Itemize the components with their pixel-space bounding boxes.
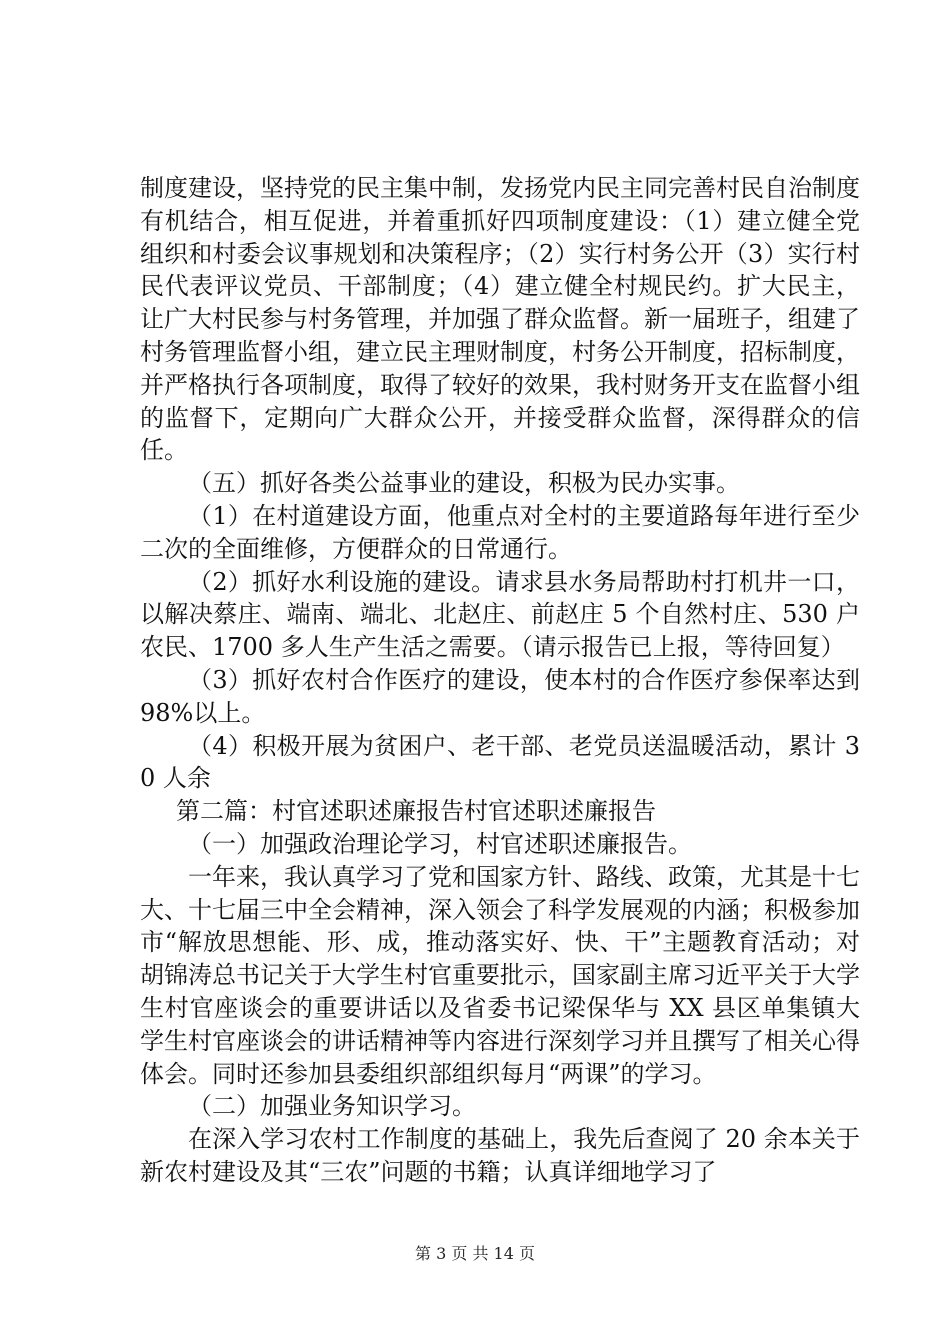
paragraph-warmth-activities: （4）积极开展为贫困户、老干部、老党员送温暖活动，累计 30 人余 <box>140 731 860 793</box>
paragraph-village-roads: （1）在村道建设方面，他重点对全村的主要道路每年进行至少二次的全面维修，方便群众的日常通行。 <box>140 501 860 563</box>
paragraph-institution-building: 制度建设，坚持党的民主集中制，发扬党内民主同完善村民自治制度有机结合，相互促进，并着重抓好四项制度建设：（1）建立健全党组织和村委会议事规划和决策程序；（2）实行村务公开（3）实行村民代表评议党员、干部制度；（4）建立健全村规民约。扩大民主，让广大村民参与村务管理，并加强了群众监督。新一届班子，组建了村务管理监督小组，建立民主理财制度，村务公开制度，招标制度，并严格执行各项制度，取得了较好的效果，我村财务开支在监督小组的监督下，定期向广大群众公开，并接受群众监督，深得群众的信任。 <box>140 174 860 465</box>
paragraph-political-study-heading: （一）加强政治理论学习，村官述职述廉报告。 <box>188 829 692 858</box>
document-body <box>140 172 860 1189</box>
page-number-footer: 第 3 页 共 14 页 <box>415 1244 535 1263</box>
paragraph-business-study-heading: （二）加强业务知识学习。 <box>188 1092 476 1121</box>
paragraph-business-study: 在深入学习农村工作制度的基础上，我先后查阅了 20 余本关于新农村建设及其“三农”问题的书籍；认真详细地学习了 <box>140 1125 860 1186</box>
paragraph-public-welfare-heading: （五）抓好各类公益事业的建设，积极为民办实事。 <box>188 469 740 498</box>
paragraph-water-facilities: （2）抓好水利设施的建设。请求县水务局帮助村打机井一口，以解决蔡庄、端南、端北、北赵庄、前赵庄 5 个自然村庄、530 户农民、1700 多人生产生活之需要。（请示报告已上报，等待回复） <box>140 567 860 662</box>
paragraph-cooperative-medical: （3）抓好农村合作医疗的建设，使本村的合作医疗参保率达到 98%以上。 <box>140 665 860 727</box>
paragraph-political-study: 一年来，我认真学习了党和国家方针、路线、政策，尤其是十七大、十七届三中全会精神，深入领会了科学发展观的内涵；积极参加市“解放思想能、形、成，推动落实好、快、干”主题教育活动；对胡锦涛总书记关于大学生村官重要批示，国家副主席习近平关于大学生村官座谈会的重要讲话以及省委书记梁保华与 XX 县区单集镇大学生村官座谈会的讲话精神等内容进行深刻学习并且撰写了相关心得体会。同时还参加县委组织部组织每月“两课”的学习。 <box>140 862 860 1088</box>
section-title-part-two: 第二篇：村官述职述廉报告村官述职述廉报告 <box>176 797 656 826</box>
